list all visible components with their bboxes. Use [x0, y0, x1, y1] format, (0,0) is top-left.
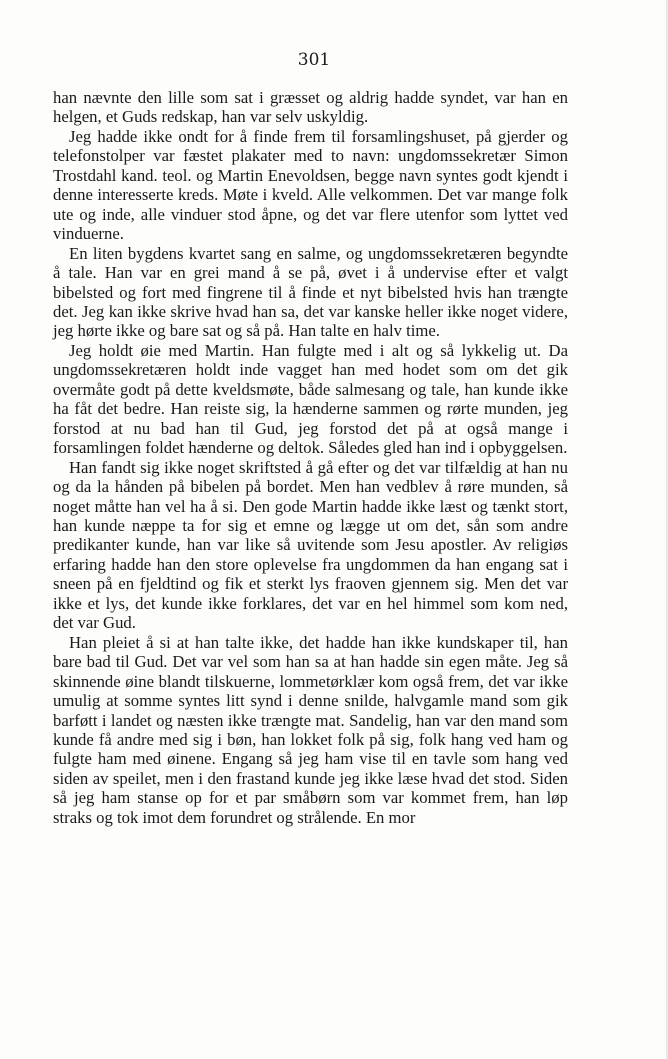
paragraph-4: Jeg holdt øie med Martin. Han fulgte med i alt og så lykkelig ut. Da ungdomssekretæren holdt inde vagget han med hodet som om det gik overmåte godt på dette kveldsmøte, både salmesang og tale, han kunde ikke ha fåt det bedre. Han reiste sig, la hænderne sammen og rørte munden, jeg forstod at nu bad han til Gud, jeg forstod det på at også mange i forsamlingen foldet hænderne og deltok. Således gled han ind i opbyggelsen. [53, 340, 568, 458]
paragraph-3: En liten bygdens kvartet sang en salme, og ungdomssekretæren begyndte å tale. Han var en grei mand å se på, øvet i å undervise efter et valgt bibelsted og fort med fingrene til å finde et nyt bibelsted hvis han trængte det. Jeg kan ikke skrive hvad han sa, det var kanske heller ikke noget videre, jeg hørte ikke og bare sat og så på. Han talte en halv time. [53, 243, 568, 341]
body-text [53, 88, 568, 827]
paragraph-6: Han pleiet å si at han talte ikke, det hadde han ikke kundskaper til, han bare bad til Gud. Det var vel som han sa at han hadde sin egen måte. Jeg så skinnende øine blandt tilskuerne, lommetørklær kom også frem, det var ikke umulig at somme syntes litt synd i denne snilde, halvgamle mand som gik barføtt i landet og næsten ikke trængte mat. Sandelig, han var den mand som kunde få andre med sig i bøn, han lokket folk på sig, folk hang ved ham og fulgte ham med øinene. Engang så jeg ham vise til en tavle som hang ved siden av speilet, men i den frastand kunde jeg ikke læse hvad det stod. Siden så jeg ham stanse op for et par småbørn som var kommet frem, han løp straks og tok imot dem forundret og strålende. En mor [53, 632, 568, 827]
paragraph-2: Jeg hadde ikke ondt for å finde frem til forsamlingshuset, på gjerder og telefonstolper var fæstet plakater med to navn: ungdomssekretær Simon Trostdahl kand. teol. og Martin Enevoldsen, begge navn syntes godt kjendt i denne interesserte kreds. Møte i kveld. Alle velkommen. Det var mange folk ute og inde, alle vinduer stod åpne, og det var flere utenfor som lyttet ved vinduerne. [53, 126, 568, 244]
page-number: 301 [297, 50, 331, 70]
paragraph-5: Han fandt sig ikke noget skriftsted å gå efter og det var tilfældig at han nu og da la hånden på bibelen på bordet. Men han vedblev å røre munden, så noget måtte han vel ha å si. Den gode Martin hadde ikke læst og tænkt stort, han kunde næppe ta for sig et emne og lægge ut om det, sån som andre predikanter kunde, han var like så uvitende som Jesu apostler. Av religiøs erfaring hadde han den store oplevelse fra ungdommen da han engang sat i sneen på en fjeldtind og fik et sterkt lys fraoven gjennem sig. Men det var ikke et lys, det kunde ikke forklares, det var en hel himmel som kom ned, det var Gud. [53, 457, 568, 633]
paragraph-1: han nævnte den lille som sat i græsset og aldrig hadde syndet, var han en helgen, et Guds redskap, han var selv uskyldig. [53, 88, 568, 127]
